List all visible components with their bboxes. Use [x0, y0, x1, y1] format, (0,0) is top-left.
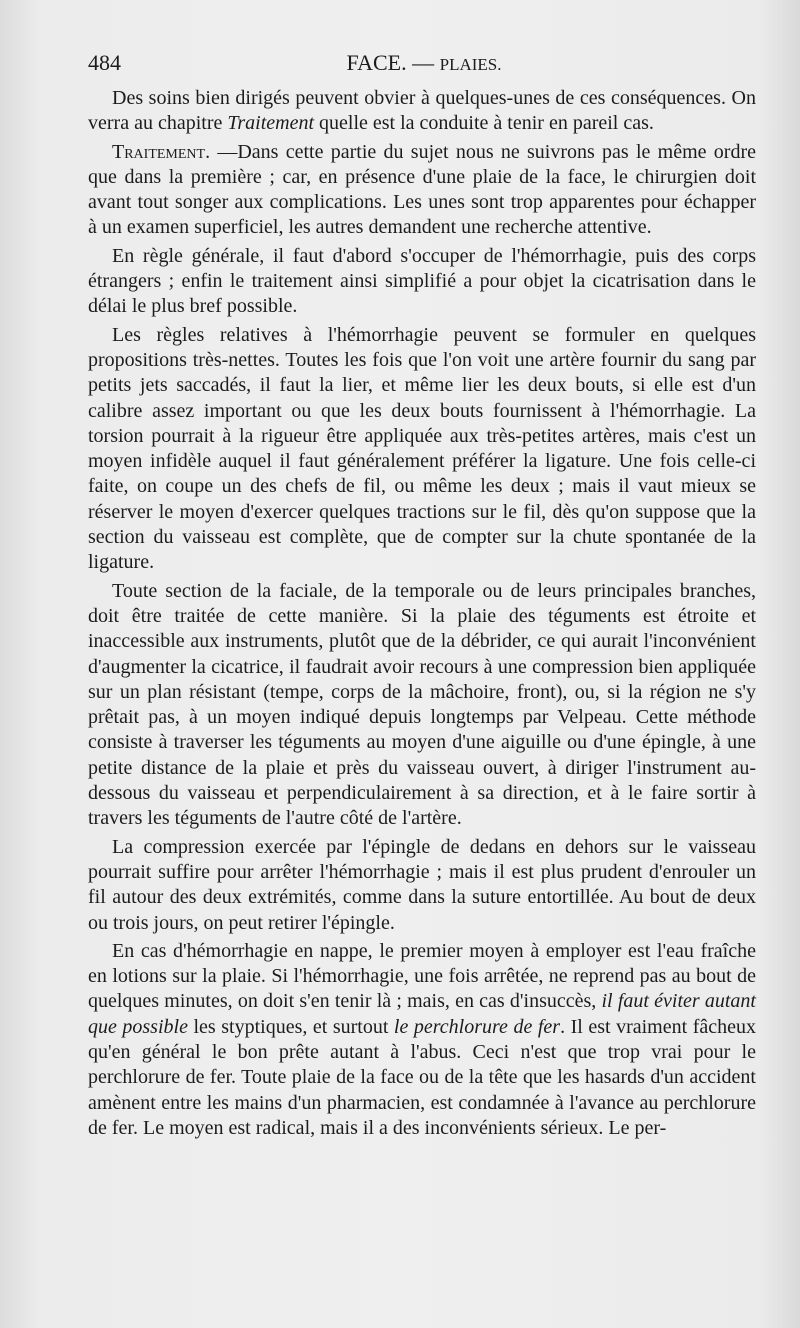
- paragraph-4: Les règles relatives à l'hémorrhagie peuvent se formuler en quelques propositions très-nettes. Toutes les fois que l'on voit une artère fournir du sang par petits jets saccadés, il faut la lier, et même lier les deux bouts, si elle est d'un calibre assez important ou que les deux bouts fournissent à l'hémorrhagie. La torsion pourrait à la rigueur être appliquée aux très-petites artères, mais c'est un moyen infidèle auquel il faut généralement préférer la ligature. Une fois celle-ci faite, on coupe un des chefs de fil, ou même les deux ; mais il vaut mieux se réserver le moyen d'exercer quelques tractions sur le fil, dès qu'on suppose que la section du vaisseau est complète, que de compter sur la chute spontanée de la ligature.: [88, 323, 756, 574]
- running-title-main: FACE. —: [346, 50, 440, 75]
- paragraph-1: Des soins bien dirigés peuvent obvier à quelques-unes de ces conséquences. On verra au chapitre Traitement quelle est la conduite à tenir en pareil cas.: [88, 87, 756, 135]
- emphasis-traitement: Traitement: [227, 112, 315, 135]
- paragraph-5: Toute section de la faciale, de la temporale ou de leurs principales branches, doit être traitée de cette manière. Si la plaie des téguments est étroite et inaccessible aux instruments, plutôt que de la débrider, ce qui aurait l'inconvénient d'augmenter la cicatrice, il faudrait avoir recours à une compression bien appliquée sur un plan résistant (tempe, corps de la mâchoire, front), ou, si la région ne s'y prêtait pas, à un moyen indiqué depuis longtemps par Velpeau. Cette méthode consiste à traverser les téguments au moyen d'une aiguille ou d'une épingle, à une petite distance de la plaie et près du vaisseau ouvert, à diriger l'instrument au-dessous du vaisseau et perpendiculairement à sa direction, et à le faire sortir à travers les téguments de l'autre côté de l'artère.: [88, 579, 756, 830]
- page-number: 484: [88, 50, 121, 75]
- emphasis-perchlorure: le perchlorure de fer: [393, 1015, 561, 1038]
- paragraph-2: Traitement. —Dans cette partie du sujet nous ne suivrons pas le même ordre que dans la première ; car, en présence d'une plaie de la face, le chirurgien doit avant tout songer aux complications. Les unes sont trop apparentes pour échapper à un examen superficiel, les autres demandent une recherche attentive.: [88, 140, 756, 239]
- paragraph-3: En règle générale, il faut d'abord s'occuper de l'hémorrhagie, puis des corps étrangers ; enfin le traitement ainsi simplifié a pour objet la cicatrisation dans le délai le plus bref possible.: [88, 244, 756, 318]
- emphasis-eviter: il faut éviter autant que possible: [88, 990, 756, 1038]
- running-title: [88, 50, 760, 76]
- body-text: [88, 86, 756, 1144]
- paragraph-6: La compression exercée par l'épingle de dedans en dehors sur le vaisseau pourrait suffire pour arrêter l'hémorrhagie ; mais il est plus prudent d'enrouler un fil autour des deux extrémités, comme dans la suture entortillée. Au bout de deux ou trois jours, on peut retirer l'épingle.: [88, 835, 756, 934]
- paragraph-7: En cas d'hémorrhagie en nappe, le premier moyen à employer est l'eau fraîche en lotions sur la plaie. Si l'hémorrhagie, une fois arrêtée, ne reprend pas au bout de quelques minutes, on doit s'en tenir là ; mais, en cas d'insuccès, il faut éviter autant que possible les styptiques, et surtout le perchlorure de fer. Il est vraiment fâcheux qu'en général le bon prête autant à l'abus. Ceci n'est que trop vrai pour le perchlorure de fer. Toute plaie de la face ou de la tête que les hasards d'un accident amènent entre les mains d'un pharmacien, est condamnée à l'avance au perchlorure de fer. Le moyen est radical, mais il a des inconvénients sérieux. Le per-: [88, 939, 756, 1139]
- running-header: [88, 50, 760, 82]
- running-title-sub: PLAIES.: [439, 55, 502, 74]
- section-heading-traitement: Traitement.: [112, 140, 211, 163]
